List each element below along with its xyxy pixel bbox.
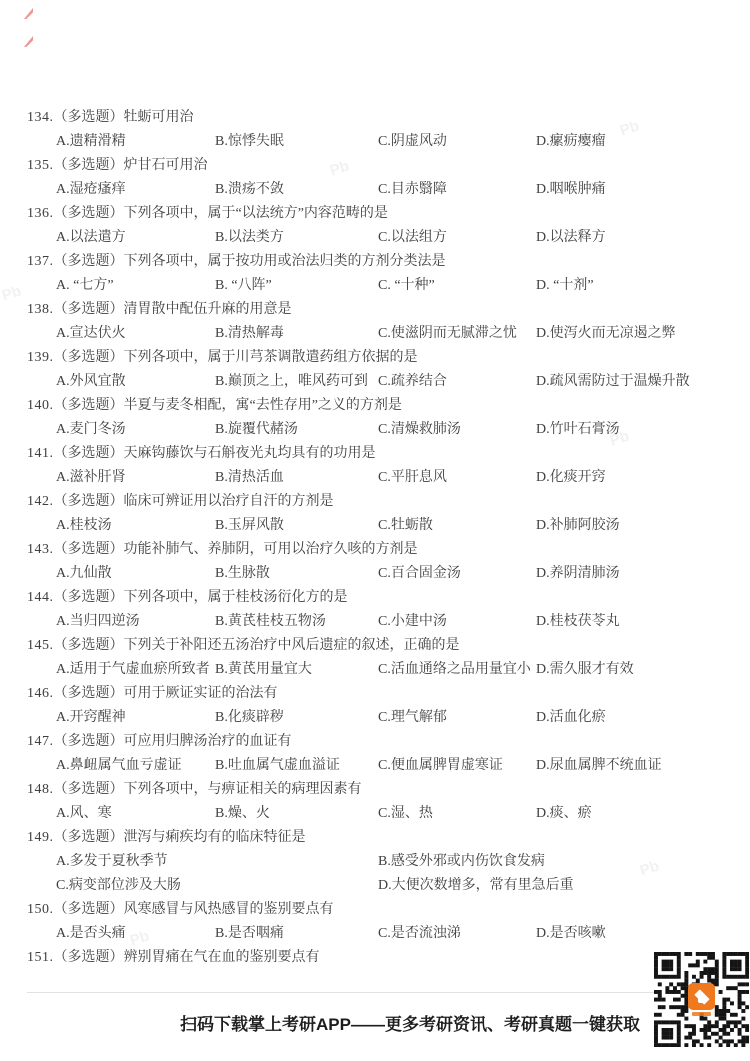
option-d: D.竹叶石膏汤 bbox=[536, 422, 620, 437]
question-number: 135. bbox=[27, 158, 54, 173]
question-item bbox=[27, 250, 730, 298]
question-text: 清胃散中配伍升麻的用意是 bbox=[123, 302, 292, 317]
question-text: 下列各项中，属于按功用或治法归类的方剂分类法是 bbox=[123, 254, 446, 269]
option-b: B.玉屏风散 bbox=[215, 518, 284, 533]
question-number: 140. bbox=[27, 398, 54, 413]
question-item bbox=[27, 442, 730, 490]
question-type-tag: （多选题） bbox=[53, 686, 124, 701]
option-a: A.滋补肝肾 bbox=[56, 470, 126, 485]
question-type-tag: （多选题） bbox=[53, 350, 124, 365]
question-item bbox=[27, 946, 730, 970]
question-item bbox=[27, 826, 730, 898]
option-c: C.小建中汤 bbox=[378, 614, 447, 629]
question-stem bbox=[27, 442, 730, 466]
option-b: B.黄芪桂枝五物汤 bbox=[215, 614, 326, 629]
option-d: D.尿血属脾不统血证 bbox=[536, 758, 662, 773]
option-b: B.感受外邪或内伤饮食发病 bbox=[378, 854, 545, 869]
question-text: 下列各项中，属于川芎茶调散遣药组方依据的是 bbox=[123, 350, 418, 365]
question-number: 134. bbox=[27, 110, 54, 125]
options-row bbox=[27, 562, 730, 586]
question-item bbox=[27, 538, 730, 586]
question-type-tag: （多选题） bbox=[53, 494, 124, 509]
option-d: D.补肺阿胶汤 bbox=[536, 518, 620, 533]
option-c: C.使滋阴而无腻滞之忧 bbox=[378, 326, 517, 341]
question-type-tag: （多选题） bbox=[53, 638, 124, 653]
option-b: B.生脉散 bbox=[215, 566, 270, 581]
scan-watermark: Pb bbox=[0, 282, 24, 305]
app-logo-icon bbox=[688, 983, 715, 1010]
option-c: C.活血通络之品用量宜小 bbox=[378, 662, 531, 677]
option-a: A.适用于气虚血瘀所致者 bbox=[56, 662, 210, 677]
question-stem bbox=[27, 346, 730, 370]
option-b: B.惊悸失眠 bbox=[215, 134, 284, 149]
option-d: D.养阴清肺汤 bbox=[536, 566, 620, 581]
question-type-tag: （多选题） bbox=[53, 110, 124, 125]
question-type-tag: （多选题） bbox=[53, 254, 124, 269]
question-item bbox=[27, 394, 730, 442]
question-item bbox=[27, 634, 730, 682]
question-number: 136. bbox=[27, 206, 54, 221]
option-a: A.当归四逆汤 bbox=[56, 614, 140, 629]
question-item bbox=[27, 202, 730, 250]
option-c: C. “十种” bbox=[378, 278, 435, 293]
question-type-tag: （多选题） bbox=[53, 830, 124, 845]
question-number: 137. bbox=[27, 254, 54, 269]
options-row bbox=[27, 706, 730, 730]
question-item bbox=[27, 346, 730, 394]
options-row bbox=[27, 802, 730, 826]
red-proof-mark-icon bbox=[24, 36, 33, 47]
question-stem bbox=[27, 634, 730, 658]
question-type-tag: （多选题） bbox=[53, 734, 124, 749]
options-row bbox=[27, 418, 730, 442]
options-row bbox=[27, 514, 730, 538]
question-number: 143. bbox=[27, 542, 54, 557]
question-type-tag: （多选题） bbox=[53, 206, 124, 221]
question-number: 149. bbox=[27, 830, 54, 845]
question-stem bbox=[27, 826, 730, 850]
option-c: C.牡蛎散 bbox=[378, 518, 433, 533]
question-number: 142. bbox=[27, 494, 54, 509]
option-c: C.目赤翳障 bbox=[378, 182, 447, 197]
option-b: B.吐血属气虚血溢证 bbox=[215, 758, 340, 773]
option-b: B.清热解毒 bbox=[215, 326, 284, 341]
option-b: B.旋覆代赭汤 bbox=[215, 422, 298, 437]
options-row bbox=[27, 610, 730, 634]
footer-promo-text: 扫码下载掌上考研APP——更多考研资讯、考研真题一键获取 bbox=[180, 1015, 640, 1034]
question-number: 141. bbox=[27, 446, 54, 461]
question-text: 泄泻与痢疾均有的临床特征是 bbox=[123, 830, 306, 845]
question-text: 辨别胃痛在气在血的鉴别要点有 bbox=[123, 950, 320, 965]
option-d: D.瘰疬瘿瘤 bbox=[536, 134, 606, 149]
option-c: C.以法组方 bbox=[378, 230, 447, 245]
question-number: 145. bbox=[27, 638, 54, 653]
option-c: C.疏养结合 bbox=[378, 374, 447, 389]
question-stem bbox=[27, 202, 730, 226]
question-number: 150. bbox=[27, 902, 54, 917]
option-d: D.化痰开窍 bbox=[536, 470, 606, 485]
question-stem bbox=[27, 250, 730, 274]
scan-watermark: Pb bbox=[127, 927, 152, 950]
option-a: A.九仙散 bbox=[56, 566, 112, 581]
options-row bbox=[27, 466, 730, 490]
question-list bbox=[27, 106, 730, 970]
option-d: D.是否咳嗽 bbox=[536, 926, 606, 941]
option-d: D.活血化瘀 bbox=[536, 710, 606, 725]
question-number: 138. bbox=[27, 302, 54, 317]
option-c: C.湿、热 bbox=[378, 806, 433, 821]
question-stem bbox=[27, 394, 730, 418]
question-item bbox=[27, 298, 730, 346]
option-a: A.鼻衄属气血亏虚证 bbox=[56, 758, 182, 773]
option-a: A.以法遣方 bbox=[56, 230, 126, 245]
question-stem bbox=[27, 586, 730, 610]
option-c: C.理气解郁 bbox=[378, 710, 447, 725]
options-row bbox=[27, 850, 730, 898]
option-d: D.痰、瘀 bbox=[536, 806, 592, 821]
option-c: C.清燥救肺汤 bbox=[378, 422, 461, 437]
option-b: B.黄芪用量宜大 bbox=[215, 662, 312, 677]
footer-divider bbox=[27, 992, 727, 993]
option-d: D.以法释方 bbox=[536, 230, 606, 245]
question-text: 可用于厥证实证的治法有 bbox=[123, 686, 278, 701]
option-b: B.巅顶之上，唯风药可到 bbox=[215, 374, 368, 389]
option-d: D.使泻火而无凉遏之弊 bbox=[536, 326, 676, 341]
option-d: D.需久服才有效 bbox=[536, 662, 634, 677]
question-stem bbox=[27, 730, 730, 754]
option-a: A.宣达伏火 bbox=[56, 326, 126, 341]
question-text: 天麻钩藤饮与石斛夜光丸均具有的功用是 bbox=[123, 446, 376, 461]
question-text: 下列各项中，属于桂枝汤衍化方的是 bbox=[123, 590, 348, 605]
option-a: A.是否头痛 bbox=[56, 926, 126, 941]
question-stem bbox=[27, 298, 730, 322]
options-row bbox=[27, 922, 730, 946]
question-text: 牡蛎可用治 bbox=[123, 110, 194, 125]
question-type-tag: （多选题） bbox=[53, 782, 124, 797]
question-stem bbox=[27, 898, 730, 922]
question-stem bbox=[27, 538, 730, 562]
scan-watermark: Pb bbox=[607, 427, 632, 450]
options-row bbox=[27, 178, 730, 202]
option-a: A.湿疮瘙痒 bbox=[56, 182, 126, 197]
question-type-tag: （多选题） bbox=[53, 950, 124, 965]
question-stem bbox=[27, 946, 730, 970]
question-text: 功能补肺气、养肺阴，可用以治疗久咳的方剂是 bbox=[123, 542, 418, 557]
question-item bbox=[27, 682, 730, 730]
question-text: 下列各项中，属于“以法统方”内容范畴的是 bbox=[123, 206, 388, 221]
question-type-tag: （多选题） bbox=[53, 398, 124, 413]
option-b: B.清热活血 bbox=[215, 470, 284, 485]
option-c: C.阴虚风动 bbox=[378, 134, 447, 149]
red-proof-mark-icon bbox=[24, 8, 33, 19]
option-c: C.便血属脾胃虚寒证 bbox=[378, 758, 503, 773]
question-stem bbox=[27, 106, 730, 130]
question-text: 下列关于补阳还五汤治疗中风后遗症的叙述，正确的是 bbox=[123, 638, 460, 653]
question-number: 151. bbox=[27, 950, 54, 965]
scan-watermark: Pb bbox=[617, 117, 642, 140]
option-a: A.外风宜散 bbox=[56, 374, 126, 389]
option-d: D. “十剂” bbox=[536, 278, 594, 293]
question-item bbox=[27, 898, 730, 946]
app-logo-caption bbox=[692, 1012, 711, 1016]
scan-watermark: Pb bbox=[327, 157, 352, 180]
option-d: D.疏风需防过于温燥升散 bbox=[536, 374, 690, 389]
question-text: 可应用归脾汤治疗的血证有 bbox=[123, 734, 292, 749]
question-item bbox=[27, 154, 730, 202]
option-a: A.桂枝汤 bbox=[56, 518, 112, 533]
question-item bbox=[27, 730, 730, 778]
question-text: 下列各项中，与痹证相关的病理因素有 bbox=[123, 782, 362, 797]
question-item bbox=[27, 490, 730, 538]
options-row bbox=[27, 370, 730, 394]
option-b: B.化痰辟秽 bbox=[215, 710, 284, 725]
option-a: A. “七方” bbox=[56, 278, 114, 293]
question-text: 炉甘石可用治 bbox=[123, 158, 208, 173]
options-row bbox=[27, 226, 730, 250]
options-row bbox=[27, 658, 730, 682]
option-d: D.桂枝茯苓丸 bbox=[536, 614, 620, 629]
option-b: B.溃疡不敛 bbox=[215, 182, 284, 197]
question-number: 139. bbox=[27, 350, 54, 365]
question-type-tag: （多选题） bbox=[53, 302, 124, 317]
question-type-tag: （多选题） bbox=[53, 446, 124, 461]
option-c: C.百合固金汤 bbox=[378, 566, 461, 581]
option-b: B. “八阵” bbox=[215, 278, 272, 293]
question-stem bbox=[27, 490, 730, 514]
option-d: D.大便次数增多，常有里急后重 bbox=[378, 878, 574, 893]
option-c: C.平肝息风 bbox=[378, 470, 447, 485]
question-type-tag: （多选题） bbox=[53, 158, 124, 173]
question-item bbox=[27, 778, 730, 826]
question-stem bbox=[27, 682, 730, 706]
question-item bbox=[27, 106, 730, 154]
question-type-tag: （多选题） bbox=[53, 542, 124, 557]
question-number: 147. bbox=[27, 734, 54, 749]
question-number: 148. bbox=[27, 782, 54, 797]
question-item bbox=[27, 586, 730, 634]
option-b: B.是否咽痛 bbox=[215, 926, 284, 941]
question-number: 146. bbox=[27, 686, 54, 701]
options-row bbox=[27, 322, 730, 346]
options-row bbox=[27, 274, 730, 298]
options-row bbox=[27, 130, 730, 154]
option-a: A.麦门冬汤 bbox=[56, 422, 126, 437]
option-d: D.咽喉肿痛 bbox=[536, 182, 606, 197]
question-text: 风寒感冒与风热感冒的鉴别要点有 bbox=[123, 902, 334, 917]
question-text: 半夏与麦冬相配，寓“去性存用”之义的方剂是 bbox=[123, 398, 402, 413]
question-number: 144. bbox=[27, 590, 54, 605]
options-row bbox=[27, 754, 730, 778]
option-a: A.开窍醒神 bbox=[56, 710, 126, 725]
question-type-tag: （多选题） bbox=[53, 902, 124, 917]
option-b: B.燥、火 bbox=[215, 806, 270, 821]
qr-code bbox=[654, 952, 749, 1047]
option-a: A.风、寒 bbox=[56, 806, 112, 821]
option-c: C.是否流浊涕 bbox=[378, 926, 461, 941]
question-stem bbox=[27, 154, 730, 178]
option-a: A.遗精滑精 bbox=[56, 134, 126, 149]
question-stem bbox=[27, 778, 730, 802]
option-c: C.病变部位涉及大肠 bbox=[56, 878, 181, 893]
scan-watermark: Pb bbox=[637, 857, 662, 880]
question-type-tag: （多选题） bbox=[53, 590, 124, 605]
option-b: B.以法类方 bbox=[215, 230, 284, 245]
question-text: 临床可辨证用以治疗自汗的方剂是 bbox=[123, 494, 334, 509]
graduation-cap-icon bbox=[694, 990, 710, 1003]
option-a: A.多发于夏秋季节 bbox=[56, 854, 168, 869]
